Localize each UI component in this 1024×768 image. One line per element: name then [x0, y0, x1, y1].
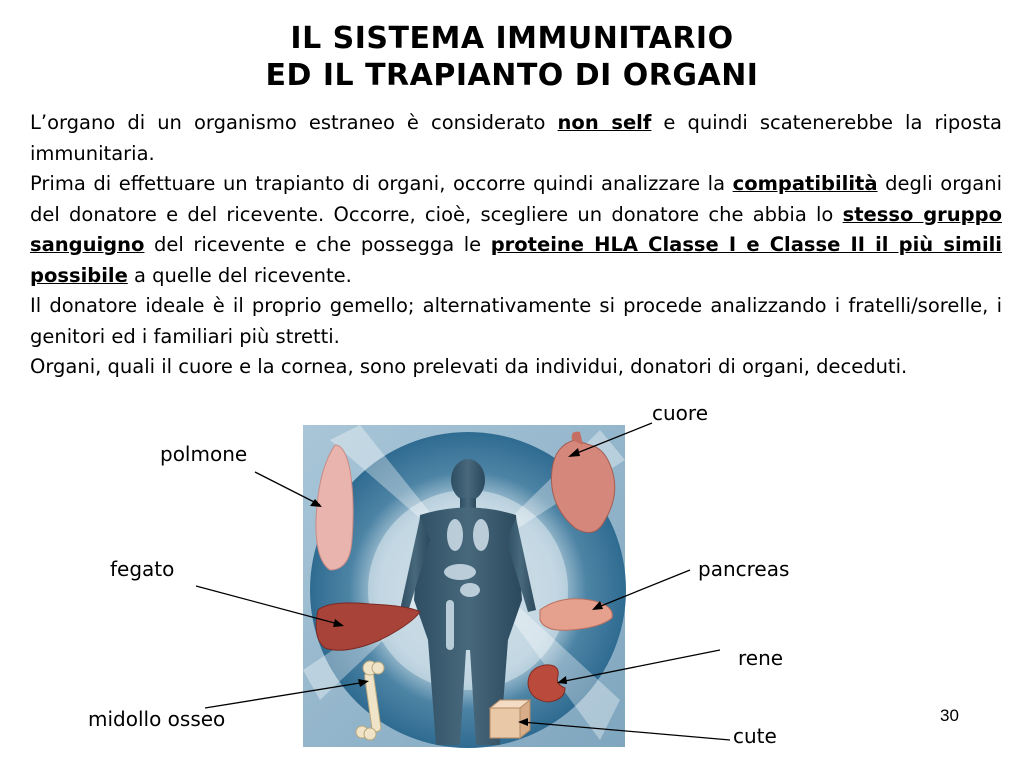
title-line-2: ED IL TRAPIANTO DI ORGANI	[265, 58, 759, 93]
label-cute: cute	[733, 724, 777, 748]
page-number: 30	[940, 706, 959, 725]
paragraph-deceased-donors: Organi, quali il cuore e la cornea, sono prelevati da individui, donatori di organi, deceduti.	[30, 355, 908, 378]
label-rene: rene	[738, 646, 784, 670]
paragraph-compatibility: Prima di effettuare un trapianto di organi, occorre quindi analizzare la compatibilità degli organi del donatore e del ricevente. Occorre, cioè, scegliere un donatore che abbia lo stesso gruppo sanguigno del ricevente e che possegga le proteine HLA Classe I e Classe II il più simili possibile a quelle del ricevente.	[30, 172, 1003, 287]
label-cuore: cuore	[652, 401, 708, 425]
label-polmone: polmone	[160, 442, 248, 466]
label-midollo-osseo: midollo osseo	[88, 707, 226, 731]
title-line-1: IL SISTEMA IMMUNITARIO	[290, 21, 734, 56]
label-fegato: fegato	[110, 557, 175, 581]
paragraph-non-self: L’organo di un organismo estraneo è considerato non self e quindi scatenerebbe la riposta immunitaria.	[30, 111, 1002, 165]
skin-organ	[490, 700, 530, 738]
paragraph-ideal-donor: Il donatore ideale è il proprio gemello; alternativamente si procede analizzando i fratelli/sorelle, i genitori ed i familiari più stretti.	[30, 294, 1002, 348]
label-pancreas: pancreas	[698, 557, 790, 581]
